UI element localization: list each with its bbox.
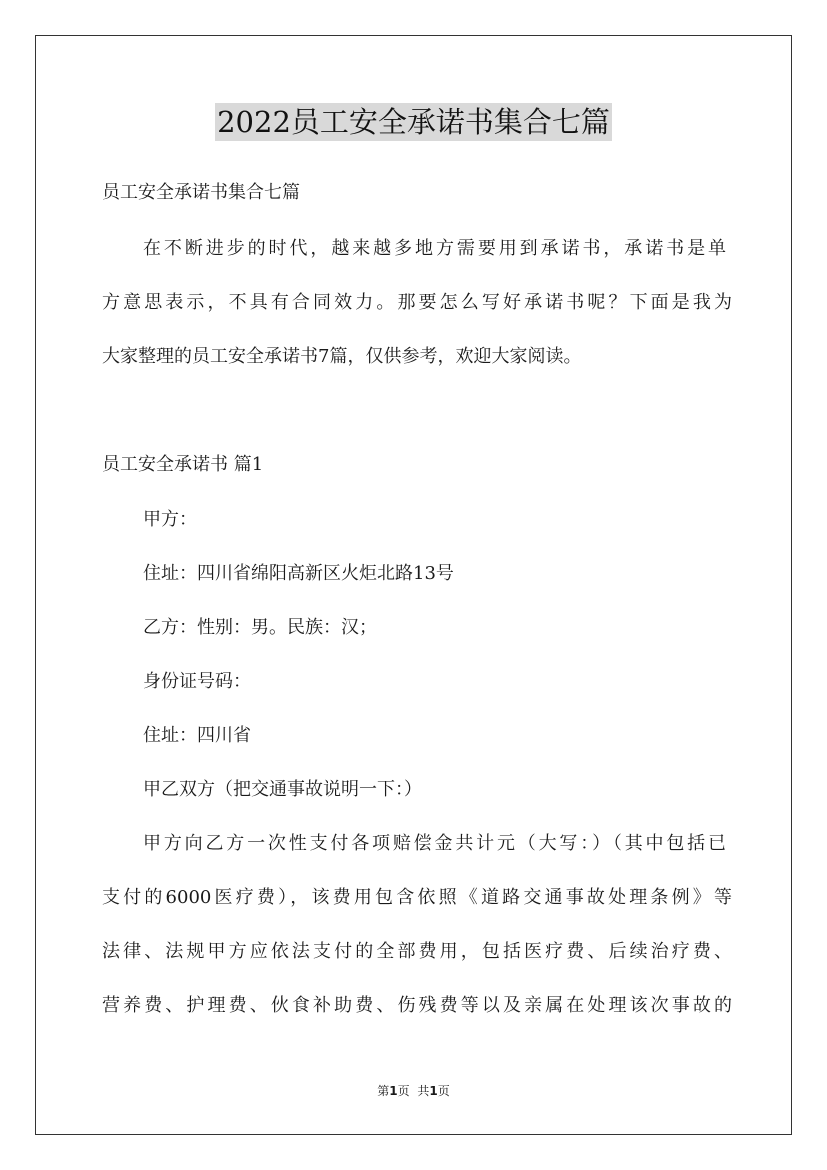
footer-page-prefix: 第 [377, 1084, 390, 1098]
footer-total-label: 页 [437, 1084, 450, 1098]
footer-total-number: 1 [429, 1084, 438, 1098]
id-number-line: 身份证号码： [143, 671, 251, 692]
party-b-line: 乙方：性别：男。民族：汉； [143, 617, 377, 638]
footer-page-label: 页 [397, 1084, 410, 1098]
page-footer [0, 1083, 827, 1099]
body-line-1: 甲方向乙方一次性支付各项赔偿金共计元（大写：）（其中包括已 [143, 833, 726, 854]
body-line-2: 支付的6000医疗费），该费用包含依照《道路交通事故处理条例》等 [102, 887, 732, 908]
footer-page-number: 1 [389, 1084, 398, 1098]
subtitle-line: 员工安全承诺书集合七篇 [102, 182, 300, 203]
body-line-4: 营养费、护理费、伙食补助费、伤残费等以及亲属在处理该次事故的 [102, 995, 732, 1016]
both-parties-line: 甲乙双方（把交通事故说明一下：） [143, 779, 422, 800]
footer-total-prefix: 共 [417, 1084, 430, 1098]
party-b-address-line: 住址：四川省 [143, 725, 251, 746]
body-line-3: 法律、法规甲方应依法支付的全部费用，包括医疗费、后续治疗费、 [102, 941, 732, 962]
intro-line-2: 方意思表示，不具有合同效力。那要怎么写好承诺书呢？下面是我为 [102, 292, 732, 313]
title-wrap [0, 103, 827, 141]
party-a-line: 甲方： [143, 509, 197, 530]
document-title: 2022员工安全承诺书集合七篇 [217, 105, 610, 139]
intro-line-3: 大家整理的员工安全承诺书7篇，仅供参考，欢迎大家阅读。 [102, 346, 582, 367]
party-a-address-line: 住址：四川省绵阳高新区火炬北路13号 [143, 563, 454, 584]
section-heading: 员工安全承诺书 篇1 [102, 454, 264, 475]
intro-line-1: 在不断进步的时代，越来越多地方需要用到承诺书，承诺书是单 [143, 238, 726, 259]
